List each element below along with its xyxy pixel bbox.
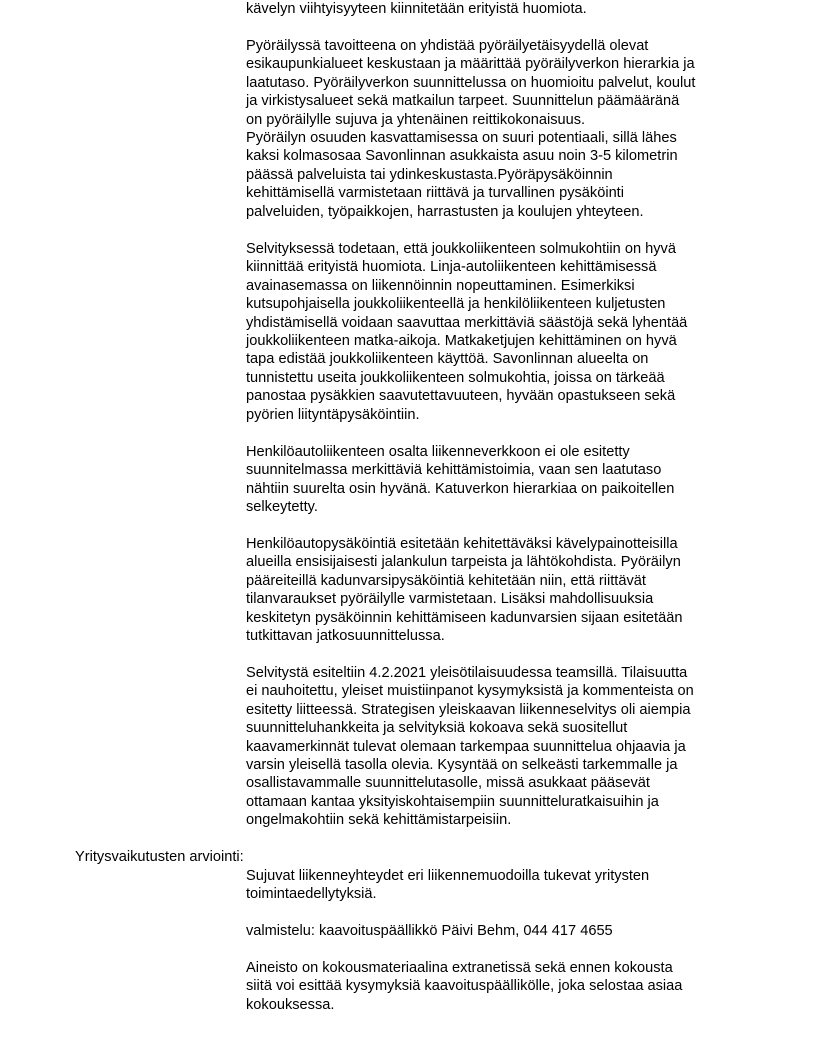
material-note: Aineisto on kokousmateriaalina extranetissä sekä ennen kokousta siitä voi esittää kysymyksiä kaavoituspäällikölle, joka selostaa asiaa kokouksessa. [246,960,683,1013]
paragraph-public-transport: Selvityksessä todetaan, että joukkoliikenteen solmukohtiin on hyvä kiinnittää erityistä huomiota. Linja-autoliikenteen kehittämisessä avainasemassa on liikennöinnin nopeuttaminen. Esimerkiksi kutsupohjaisella joukkoliikenteellä ja henkilöliikenteen kuljetusten yhdistämisellä voidaan saavuttaa merkittäviä säästöjä sekä lyhentää joukkoliikenteen matka-aikoja. Matkaketjujen kehittäminen on hyvä tapa edistää joukkoliikenteen käyttöä. Savonlinnan alueelta on tunnistettu useita joukkoliikenteen solmukohtia, joissa on tärkeää panostaa pysäkkien saavutettavuuteen, hyvään opastukseen sekä pyörien liityntäpysäköintiin. [246,241,688,423]
paragraph-car-traffic: Henkilöautoliikenteen osalta liikenneverkkoon ei ole esitetty suunnitelmassa merkittäviä kehittämistoimia, vaan sen laatutaso nähtiin suurelta osin hyvänä. Katuverkon hierarkiaa on paikoitellen selkeytetty. [246,444,675,516]
company-impact-text: Sujuvat liikenneyhteydet eri liikennemuodoilla tukevat yritysten toimintaedellytyksiä. [246,868,650,903]
paragraph-public-event: Selvitystä esiteltiin 4.2.2021 yleisötilaisuudessa teamsillä. Tilaisuutta ei nauhoitettu, yleiset muistiinpanot kysymyksistä ja kommenteista on esitetty liitteessä. Strategisen yleiskaavan liikenneselvitys oli aiempia suunnitteluhankkeita ja selvityksiä kokoava sekä suositellut kaavamerkinnät tulevat olemaan tarkempaa suunnittelua ohjaavia ja varsin yleisellä tasolla olevia. Kysyntää on selkeästi tarkemmalle ja osallistavammalle suunnittelutasolle, missä asukkaat pääsevät ottamaan kantaa yksityiskohtaisempiin suunnitteluratkaisuihin ja ongelmakohtiin sekä kehittämistarpeisiin. [246,665,694,829]
preparation-contact: valmistelu: kaavoituspäällikkö Päivi Behm, 044 417 4655 [246,923,613,939]
company-impact-label: Yritysvaikutusten arviointi: [75,849,244,865]
paragraph-car-parking: Henkilöautopysäköintiä esitetään kehitettäväksi kävelypainotteisilla alueilla ensisijaisesti jalankulun tarpeista ja lähtökohdista. Pyöräilyn pääreiteillä kadunvarsipysäköintiä kehitetään niin, että riittävät tilanvaraukset pyöräilylle varmistetaan. Lisäksi mahdollisuuksia keskitetyn pysäköinnin kehittämiseen kadunvarsien sijaan esitetään tutkittavan jatkosuunnittelussa. [246,536,683,645]
paragraph-walking-comfort: kävelyn viihtyisyyteen kiinnitetään erityistä huomiota. [246,1,587,17]
paragraph-cycling: Pyöräilyssä tavoitteena on yhdistää pyöräilyetäisyydellä olevat esikaupunkialueet keskustaan ja määrittää pyöräilyverkon hierarkia ja laatutaso. Pyöräilyverkon suunnittelussa on huomioitu palvelut, koulut ja virkistysalueet sekä matkailun tarpeet. Suunnittelun päämääränä on pyöräilylle sujuva ja yhtenäinen reittikokonaisuus. Pyöräilyn osuuden kasvattamisessa on suuri potentiaali, sillä lähes kaksi kolmasosaa Savonlinnan asukkaista asuu noin 3-5 kilometrin päässä palveluista tai ydinkeskustasta.Pyöräpysäköinnin kehittämisellä varmistetaan riittävä ja turvallinen pysäköinti palveluiden, työpaikkojen, harrastusten ja koulujen yhteyteen. [246,38,696,220]
